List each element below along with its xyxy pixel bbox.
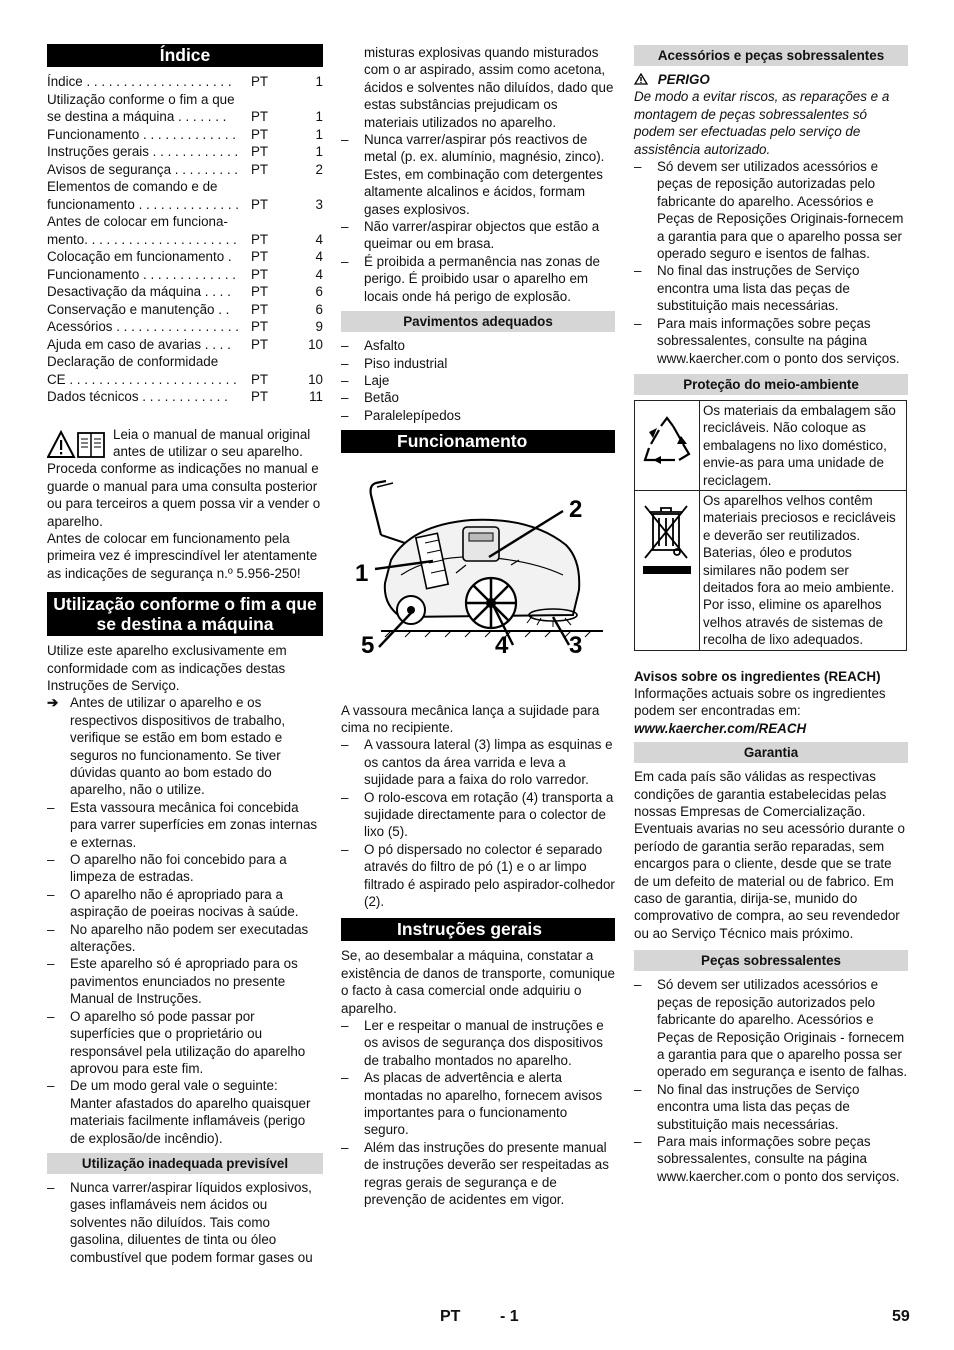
list-item: – De um modo geral vale o seguinte: Manter afastados do aparelho quaisquer materiais facilmente inflamáveis (perigo de explosão/de incêndio). (47, 1077, 323, 1147)
misuse-continued: misturas explosivas quando misturados com o ar aspirado, assim como acetona, ácidos e solventes não diluídos, dado que estas substâncias prejudicam os materiais utilizados no aparelho. (364, 45, 614, 130)
general-list (341, 1017, 615, 1208)
intro-section (47, 426, 323, 583)
intended-use-check: ➔ Antes de utilizar o aparelho e os respectivos dispositivos de trabalho, verifique se estão em bom estado e seguros no funcionamento. Se tiver dúvidas quanto ao bom estado do aparelho, não o utilize. (47, 695, 286, 798)
toc-lang: PT (251, 301, 269, 317)
toc-title: Funcionamento . . . . . . . . . . . . . (47, 266, 237, 282)
table-row (635, 490, 907, 650)
list-item: – No aparelho não podem ser executadas alterações. (47, 921, 323, 956)
toc-entry[interactable] (47, 318, 323, 336)
toc-lang: PT (251, 319, 269, 334)
list-item: – As placas de advertência e alerta montadas no aparelho, fornecem avisos importantes para o funcionamento seguro. (341, 1069, 615, 1139)
list-item: – Não varrer/aspirar objectos que estão a queimar ou em brasa. (341, 218, 615, 253)
list-item: – Nunca varrer/aspirar pós reactivos de metal (p. ex. alumínio, magnésio, zinco). Estes, em combinação com detergentes altamente alcalinos e ácidos, formam gases explosivos. (341, 131, 615, 218)
list-item: – O rolo-escova em rotação (4) transporta a sujidade directamente para o colector de lixo (5). (341, 789, 615, 841)
toc-title: mento. . . . . . . . . . . . . . . . . . . . . (47, 231, 237, 247)
general-heading: Instruções gerais (341, 918, 615, 941)
toc-page: 2 (315, 161, 323, 177)
toc-lang: PT (251, 371, 269, 387)
toc-lang: PT (251, 266, 269, 282)
footer-lang: PT (440, 1308, 461, 1325)
list-item: – Betão (341, 389, 615, 406)
toc-lang: PT (251, 196, 269, 212)
toc-title: Utilização conforme o fim a que (47, 91, 235, 107)
floors-heading: Pavimentos adequados (341, 311, 615, 332)
toc-lang: PT (251, 74, 269, 89)
list-item: – No final das instruções de Serviço encontra uma lista das peças de substituição mais necessárias. (634, 1081, 908, 1133)
toc-entry[interactable] (47, 266, 323, 284)
toc-page: 4 (315, 266, 323, 282)
toc-entry[interactable] (47, 353, 323, 388)
crossed-bin-icon (639, 498, 695, 588)
reach-text: Informações actuais sobre os ingredientes podem ser encontradas em: (634, 686, 886, 719)
toc-lang: PT (251, 109, 269, 124)
list-item: – A vassoura lateral (3) limpa as esquinas e os cantos da área varrida e leva a sujidade para a faixa do rolo varredor. (341, 736, 615, 788)
toc-title: funcionamento . . . . . . . . . . . . . . (47, 196, 240, 212)
footer-local-page: - 1 (500, 1308, 519, 1325)
toc-lang: PT (251, 284, 269, 299)
list-item: – O aparelho não foi concebido para a limpeza de estradas. (47, 851, 323, 886)
list-item: – Nunca varrer/aspirar líquidos explosivos, gases inflamáveis nem ácidos ou solventes não diluídos. Tais como gasolina, diluentes de tinta ou óleo combustível que podem formar gases ou (47, 1179, 323, 1266)
column-right (634, 44, 908, 1185)
toc-title: Avisos de segurança . . . . . . . . . (47, 161, 239, 177)
toc-heading: Índice (47, 44, 323, 67)
weee-cell (635, 490, 700, 650)
table-row (635, 400, 907, 490)
toc-entry[interactable] (47, 178, 323, 213)
parts-heading: Peças sobressalentes (634, 950, 908, 971)
toc-title: Ajuda em caso de avarias . . . . (47, 336, 231, 352)
toc-entry[interactable] (47, 283, 323, 301)
list-item: – É proibida a permanência nas zonas de perigo. É proibido usar o aparelho em locais onde há perigo de explosão. (341, 253, 615, 305)
list-item: – Esta vassoura mecânica foi concebida para varrer superfícies em zonas internas e externas. (47, 799, 323, 851)
toc-entry[interactable] (47, 161, 323, 179)
toc-page: 4 (315, 249, 323, 264)
list-item: – Além das instruções do presente manual de instruções deverão ser respeitadas as regras gerais de segurança e de prevenção de acidentes em vigor. (341, 1139, 615, 1209)
misuse-list-continued (341, 131, 615, 305)
list-item: – Para mais informações sobre peças sobressalentes, consulte na página www.kaercher.com o ponto dos serviços. (634, 1133, 908, 1185)
toc-page: 6 (315, 284, 323, 299)
toc-page: 1 (315, 74, 323, 89)
toc-entry[interactable] (47, 248, 323, 266)
environment-table (634, 400, 907, 651)
warning-triangle-icon (634, 73, 648, 85)
toc-title: Índice . . . . . . . . . . . . . . . . . . . . (47, 74, 232, 89)
toc-entry[interactable] (47, 388, 323, 406)
warning-manual-icon (47, 430, 109, 460)
intro-safety-note: Antes de colocar em funcionamento pela primeira vez é imprescindível ler atentamente as indicações de segurança n.º 5.956-250! (47, 530, 318, 581)
intro-read-manual: Leia o manual de manual original antes de utilizar o seu aparelho. Proceda conforme as indicações no manual e guarde o manual para uma consulta posterior ou para terceiros a quem possa vir a vender o aparelho. (47, 426, 321, 529)
toc-lang: PT (251, 249, 269, 264)
toc-page: 10 (308, 336, 323, 352)
toc-lang: PT (251, 336, 269, 352)
list-item: – Ler e respeitar o manual de instruções e os avisos de segurança dos dispositivos de trabalho montados no aparelho. (341, 1017, 615, 1069)
toc-entry[interactable] (47, 73, 323, 91)
list-item: – O pó dispersado no colector é separado através do filtro de pó (1) e o ar limpo filtrado é aspirado pelo aspirador-colhedor (2). (341, 841, 615, 911)
list-item: – Para mais informações sobre peças sobressalentes, consulte na página www.kaercher.com o ponto dos serviços. (634, 315, 908, 367)
figure-label-2: 2 (569, 496, 583, 524)
floors-list (341, 337, 615, 424)
toc-page: 11 (309, 389, 323, 404)
toc-title: Antes de colocar em funciona- (47, 214, 228, 229)
toc-entry[interactable] (47, 336, 323, 354)
misuse-list (47, 1179, 323, 1266)
intended-use-heading: Utilização conforme o fim a que se destina a máquina (47, 592, 323, 636)
list-item: – Piso industrial (341, 355, 615, 372)
toc-entry[interactable] (47, 213, 323, 248)
reach-heading: Avisos sobre os ingredientes (REACH) (634, 668, 881, 684)
environment-heading: Proteção do meio-ambiente (634, 374, 908, 395)
accessories-heading: Acessórios e peças sobressalentes (634, 45, 908, 66)
toc-title: Declaração de conformidade (47, 354, 219, 369)
intended-use-intro: Utilize este aparelho exclusivamente em conformidade com as indicações destas Instruções de Serviço. (47, 643, 287, 693)
list-item: – Só devem ser utilizados acessórios e peças de reposição autorizados pelo fabricante do aparelho. Acessórios e Peças de Reposição Originais - fornecem a garantia para que o aparelho possa ser operado em segurança e isento de falhas. (634, 976, 908, 1080)
toc-lang: PT (251, 144, 269, 159)
toc-page: 1 (315, 126, 323, 142)
list-item: – Só devem ser utilizados acessórios e peças de reposição autorizadas pelo fabricante do aparelho. Acessórios e Peças de Reposições Originais-fornecem a garantia para que o aparelho possa ser operado seguro e isentos de falhas. (634, 158, 908, 262)
list-item: – Laje (341, 372, 615, 389)
figure-label-1: 1 (355, 560, 369, 588)
toc-lang: PT (251, 126, 269, 142)
list-item: – Paralelepípedos (341, 407, 615, 424)
toc-entry[interactable] (47, 91, 323, 126)
toc-title: Desactivação da máquina . . . . (47, 284, 231, 299)
toc-title: Elementos de comando e de (47, 179, 218, 194)
toc-page: 1 (315, 109, 323, 124)
toc-title: Dados técnicos . . . . . . . . . . . . (47, 389, 228, 404)
warranty-heading: Garantia (634, 742, 908, 763)
footer-page-number: 59 (892, 1308, 910, 1325)
toc-page: 6 (315, 301, 323, 317)
toc-title: Conservação e manutenção . . (47, 301, 230, 317)
toc-title: CE . . . . . . . . . . . . . . . . . . . . . . . (47, 371, 237, 387)
table-cell: Os materiais da embalagem são recicláveis. Não coloque as embalagens no lixo doméstico, envie-as para uma unidade de reciclagem. (700, 400, 907, 490)
toc-page: 9 (315, 319, 323, 334)
toc-page: 10 (308, 371, 323, 387)
danger-label: PERIGO (634, 71, 908, 88)
function-intro: A vassoura mecânica lança a sujidade para cima no recipiente. (341, 702, 600, 735)
toc-title: Acessórios . . . . . . . . . . . . . . . . . (47, 319, 239, 334)
function-list (341, 736, 615, 910)
misuse-heading: Utilização inadequada previsível (47, 1153, 323, 1174)
list-item: – No final das instruções de Serviço encontra uma lista das peças de substituição mais necessárias. (634, 262, 908, 314)
toc-page: 1 (315, 144, 323, 159)
arrow-right-icon: ➔ (47, 695, 59, 711)
table-cell: Os aparelhos velhos contêm materiais preciosos e recicláveis e deverão ser reutilizados. Baterias, óleo e produtos similares não podem ser deitados fora ao meio ambiente. Por isso, elimine os aparelhos velhos através de sistemas de recolha de lixo adequados. (700, 490, 907, 650)
column-middle (341, 44, 615, 1209)
figure-label-5: 5 (361, 632, 375, 660)
recycle-cell (635, 400, 700, 490)
accessories-warning: De modo a evitar riscos, as reparações e a montagem de peças sobressalentes só podem ser efectuadas pelo serviço de assistência autorizado. (634, 89, 890, 157)
toc-title: se destina a máquina . . . . . . . (47, 109, 227, 124)
accessories-list (634, 158, 908, 367)
list-item: – Asfalto (341, 337, 615, 354)
sweeper-diagram (341, 465, 615, 689)
toc-entry[interactable] (47, 301, 323, 319)
list-item: – Este aparelho só é apropriado para os pavimentos enunciados no presente Manual de Instruções. (47, 955, 323, 1007)
toc-title: Colocação em funcionamento . (47, 249, 232, 264)
list-item: – O aparelho só pode passar por superfícies que o proprietário ou responsável pela utilização do aparelho aprovou para este fim. (47, 1008, 323, 1078)
figure-label-4: 4 (495, 632, 509, 660)
toc-page: 3 (315, 196, 323, 212)
column-left (47, 44, 323, 1266)
reach-link[interactable]: www.kaercher.com/REACH (634, 720, 807, 736)
toc-page: 4 (315, 231, 323, 247)
recycle-icon (639, 414, 695, 470)
toc-lang: PT (251, 231, 269, 247)
toc-entry[interactable] (47, 143, 323, 161)
toc-lang: PT (251, 389, 269, 404)
intended-use-list (47, 799, 323, 1147)
toc-title: Funcionamento . . . . . . . . . . . . . (47, 126, 237, 142)
figure-label-3: 3 (569, 632, 583, 660)
toc-entry[interactable] (47, 126, 323, 144)
warranty-text: Em cada país são válidas as respectivas condições de garantia estabelecidas pelas nossas Empresas de Comercialização. Eventuais avarias no seu acessório durante o período de garantia serão reparadas, sem encargos para o cliente, desde que se trate de um defeito de material ou de fabrico. Em caso de garantia, dirija-se, munido do comprovativo de compra, ao seu revendedor ou ao Serviço Técnico mais próximo. (634, 769, 905, 941)
general-intro: Se, ao desembalar a máquina, constatar a existência de danos de transporte, comunique o facto à casa comercial onde adquiriu o aparelho. (341, 948, 615, 1016)
toc-lang: PT (251, 161, 269, 177)
parts-list (634, 976, 908, 1185)
function-heading: Funcionamento (341, 430, 615, 453)
list-item: – O aparelho não é apropriado para a aspiração de poeiras nocivas à saúde. (47, 886, 323, 921)
toc-title: Instruções gerais . . . . . . . . . . . . (47, 144, 239, 159)
table-of-contents (47, 73, 323, 406)
